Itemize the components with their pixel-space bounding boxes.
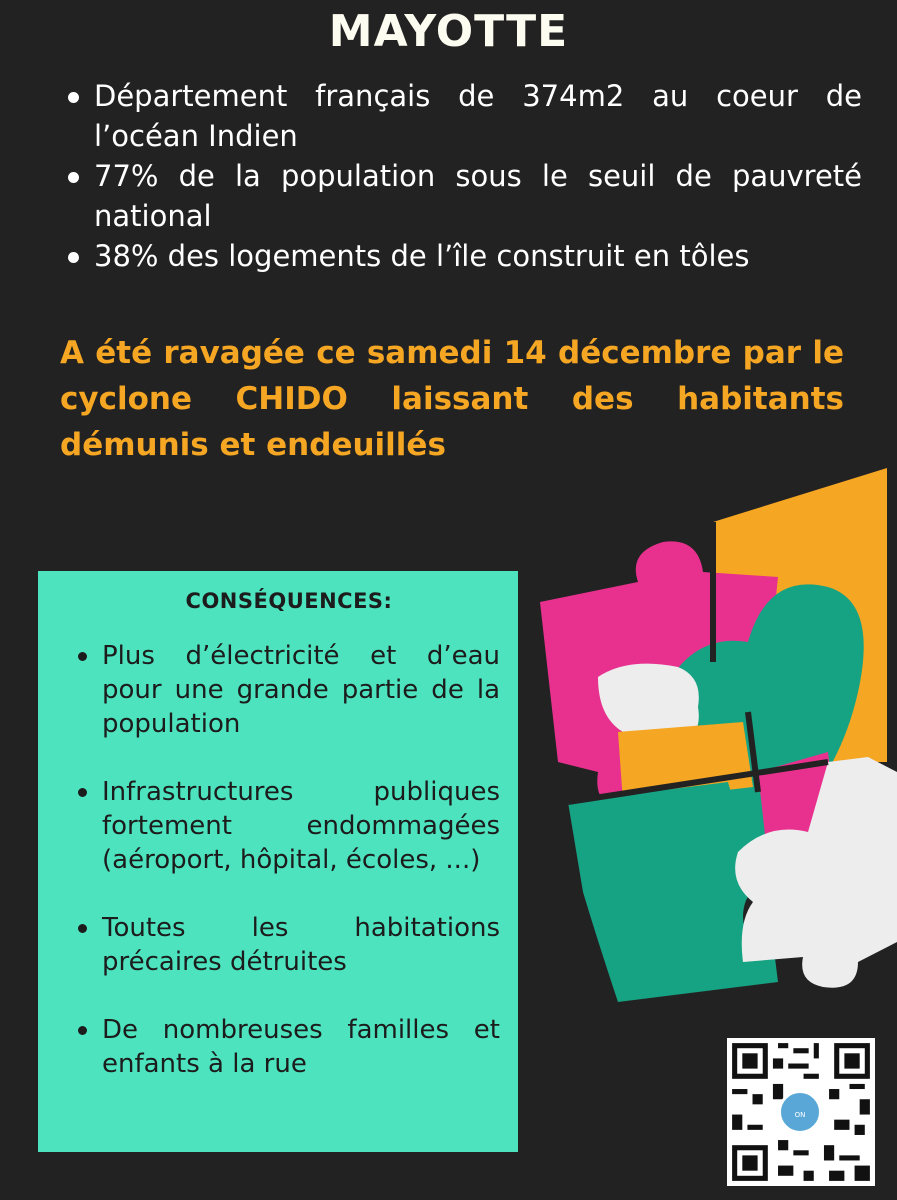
headline: A été ravagée ce samedi 14 décembre par le cyclone CHIDO laissant des habitants démunis et endeuillés [60,335,844,463]
fact-item: 77% de la population sous le seuil de pauvreté national [62,156,862,236]
consequences-title: CONSÉQUENCES: [185,589,393,613]
consequence-item: Toutes les habitations précaires détruites [78,911,500,979]
consequence-item: Infrastructures publiques fortement endommagées (aéroport, hôpital, écoles, ...) [78,775,500,877]
puzzle-heart-illustration [528,462,897,1010]
consequences-box [38,571,518,1152]
consequence-item: De nombreuses familles et enfants à la rue [78,1013,500,1081]
consequences-list [78,639,500,1081]
page-title: MAYOTTE [328,6,569,57]
fact-item: 38% des logements de l’île construit en tôles [62,236,862,276]
consequence-item: Plus d’électricité et d’eau pour une grande partie de la population [78,639,500,741]
facts-list [62,76,862,276]
qr-logo: ON PARTICIPE [778,1090,822,1134]
fact-item: Département français de 374m2 au coeur de l’océan Indien [62,76,862,156]
